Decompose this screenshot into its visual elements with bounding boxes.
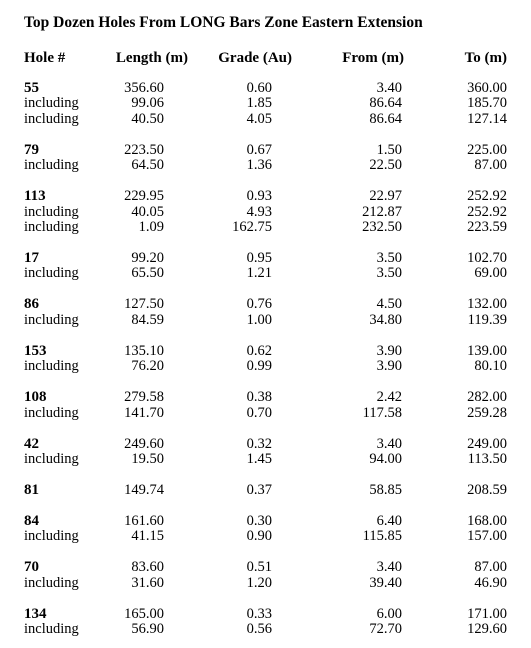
cell-grade: 1.36 bbox=[246, 157, 272, 174]
cell-to: 225.00 bbox=[467, 141, 507, 158]
cell-from: 22.50 bbox=[369, 157, 402, 174]
cell-to: 185.70 bbox=[467, 95, 507, 112]
cell-hole: including bbox=[24, 219, 79, 235]
table-row-including bbox=[0, 312, 531, 328]
cell-grade: 0.60 bbox=[246, 80, 272, 96]
table-row-including bbox=[0, 157, 531, 173]
cell-from: 22.97 bbox=[369, 188, 402, 205]
table-row bbox=[0, 250, 531, 266]
cell-from: 3.50 bbox=[376, 250, 402, 266]
cell-hole: including bbox=[24, 311, 79, 328]
cell-from: 72.70 bbox=[369, 621, 402, 638]
cell-from: 39.40 bbox=[369, 574, 402, 591]
cell-from: 58.85 bbox=[369, 482, 402, 498]
cell-length: 279.58 bbox=[124, 389, 164, 406]
table-row bbox=[0, 559, 531, 575]
cell-length: 135.10 bbox=[124, 342, 164, 359]
table-row bbox=[0, 80, 531, 96]
cell-hole: 108 bbox=[24, 389, 47, 406]
cell-grade: 1.21 bbox=[246, 265, 272, 282]
table-header bbox=[0, 50, 531, 66]
cell-length: 141.70 bbox=[124, 404, 164, 421]
cell-grade: 0.30 bbox=[246, 513, 272, 529]
table-row-including bbox=[0, 451, 531, 467]
table-row bbox=[0, 142, 531, 158]
cell-to: 252.92 bbox=[467, 203, 507, 220]
cell-from: 3.50 bbox=[376, 265, 402, 282]
cell-from: 1.50 bbox=[376, 141, 402, 158]
column-header-from: From (m) bbox=[342, 50, 404, 66]
cell-hole: including bbox=[24, 451, 79, 467]
table-row bbox=[0, 343, 531, 359]
cell-from: 4.50 bbox=[376, 296, 402, 313]
cell-to: 139.00 bbox=[467, 342, 507, 359]
cell-grade: 0.37 bbox=[246, 482, 272, 498]
cell-grade: 1.85 bbox=[246, 95, 272, 112]
cell-from: 6.00 bbox=[376, 605, 402, 622]
cell-from: 2.42 bbox=[376, 389, 402, 406]
cell-hole: including bbox=[24, 621, 79, 638]
table-row-including bbox=[0, 95, 531, 111]
cell-hole: 17 bbox=[24, 250, 39, 266]
table-row-including bbox=[0, 621, 531, 637]
cell-length: 149.74 bbox=[124, 482, 164, 498]
cell-grade: 0.95 bbox=[246, 250, 272, 266]
cell-grade: 4.93 bbox=[246, 203, 272, 220]
cell-grade: 0.99 bbox=[246, 358, 272, 375]
cell-length: 76.20 bbox=[131, 358, 164, 375]
cell-grade: 0.62 bbox=[246, 342, 272, 359]
cell-to: 87.00 bbox=[474, 559, 507, 576]
cell-length: 229.95 bbox=[124, 188, 164, 205]
cell-length: 40.05 bbox=[131, 203, 164, 220]
cell-hole: including bbox=[24, 110, 79, 127]
cell-hole: including bbox=[24, 528, 79, 545]
cell-from: 232.50 bbox=[362, 219, 402, 235]
table-row-including bbox=[0, 111, 531, 127]
cell-from: 3.90 bbox=[376, 358, 402, 375]
cell-to: 223.59 bbox=[467, 219, 507, 235]
table-row-including bbox=[0, 528, 531, 544]
page-title: Top Dozen Holes From LONG Bars Zone Eastern Extension bbox=[24, 14, 423, 31]
cell-from: 94.00 bbox=[369, 451, 402, 467]
cell-hole: 81 bbox=[24, 482, 39, 498]
cell-hole: 86 bbox=[24, 296, 39, 313]
cell-to: 249.00 bbox=[467, 435, 507, 452]
cell-grade: 162.75 bbox=[232, 219, 272, 235]
cell-length: 1.09 bbox=[138, 219, 164, 235]
cell-grade: 0.32 bbox=[246, 435, 272, 452]
cell-to: 129.60 bbox=[467, 621, 507, 638]
cell-length: 249.60 bbox=[124, 435, 164, 452]
table-row-including bbox=[0, 219, 531, 235]
cell-grade: 0.38 bbox=[246, 389, 272, 406]
cell-grade: 0.93 bbox=[246, 188, 272, 205]
cell-hole: 55 bbox=[24, 80, 39, 96]
cell-to: 168.00 bbox=[467, 513, 507, 529]
cell-grade: 0.70 bbox=[246, 404, 272, 421]
cell-hole: including bbox=[24, 203, 79, 220]
cell-grade: 0.56 bbox=[246, 621, 272, 638]
table-row bbox=[0, 389, 531, 405]
cell-grade: 1.00 bbox=[246, 311, 272, 328]
table-row bbox=[0, 436, 531, 452]
table-row-including bbox=[0, 405, 531, 421]
cell-from: 34.80 bbox=[369, 311, 402, 328]
cell-length: 356.60 bbox=[124, 80, 164, 96]
cell-length: 161.60 bbox=[124, 513, 164, 529]
cell-from: 3.40 bbox=[376, 80, 402, 96]
cell-grade: 0.90 bbox=[246, 528, 272, 545]
table-row-including bbox=[0, 204, 531, 220]
cell-to: 282.00 bbox=[467, 389, 507, 406]
cell-length: 64.50 bbox=[131, 157, 164, 174]
cell-grade: 0.67 bbox=[246, 141, 272, 158]
cell-hole: 134 bbox=[24, 605, 47, 622]
column-header-grade: Grade (Au) bbox=[218, 50, 292, 66]
cell-length: 165.00 bbox=[124, 605, 164, 622]
cell-length: 99.06 bbox=[131, 95, 164, 112]
column-header-to: To (m) bbox=[464, 50, 507, 66]
cell-to: 113.50 bbox=[467, 451, 507, 467]
cell-hole: 153 bbox=[24, 342, 47, 359]
cell-hole: 79 bbox=[24, 141, 39, 158]
table-row bbox=[0, 513, 531, 529]
cell-length: 99.20 bbox=[131, 250, 164, 266]
cell-to: 69.00 bbox=[474, 265, 507, 282]
table-row bbox=[0, 296, 531, 312]
cell-length: 84.59 bbox=[131, 311, 164, 328]
table-row bbox=[0, 606, 531, 622]
cell-hole: including bbox=[24, 95, 79, 112]
cell-to: 87.00 bbox=[474, 157, 507, 174]
cell-from: 212.87 bbox=[362, 203, 402, 220]
column-header-hole: Hole # bbox=[24, 50, 66, 66]
cell-to: 157.00 bbox=[467, 528, 507, 545]
cell-to: 171.00 bbox=[467, 605, 507, 622]
cell-from: 3.90 bbox=[376, 342, 402, 359]
table-row-including bbox=[0, 575, 531, 591]
cell-hole: 84 bbox=[24, 513, 39, 529]
cell-hole: 70 bbox=[24, 559, 39, 576]
table-row bbox=[0, 482, 531, 498]
cell-from: 117.58 bbox=[362, 404, 402, 421]
cell-length: 40.50 bbox=[131, 110, 164, 127]
cell-from: 86.64 bbox=[369, 110, 402, 127]
cell-to: 127.14 bbox=[467, 110, 507, 127]
cell-from: 115.85 bbox=[362, 528, 402, 545]
cell-hole: including bbox=[24, 574, 79, 591]
cell-hole: including bbox=[24, 404, 79, 421]
cell-hole: including bbox=[24, 265, 79, 282]
cell-grade: 1.20 bbox=[246, 574, 272, 591]
table-row-including bbox=[0, 358, 531, 374]
cell-from: 6.40 bbox=[376, 513, 402, 529]
column-header-length: Length (m) bbox=[115, 50, 188, 66]
cell-to: 119.39 bbox=[467, 311, 507, 328]
cell-to: 132.00 bbox=[467, 296, 507, 313]
cell-to: 360.00 bbox=[467, 80, 507, 96]
cell-to: 80.10 bbox=[474, 358, 507, 375]
cell-from: 86.64 bbox=[369, 95, 402, 112]
cell-to: 46.90 bbox=[474, 574, 507, 591]
cell-length: 223.50 bbox=[124, 141, 164, 158]
cell-grade: 0.76 bbox=[246, 296, 272, 313]
cell-length: 19.50 bbox=[131, 451, 164, 467]
cell-hole: including bbox=[24, 157, 79, 174]
cell-length: 31.60 bbox=[131, 574, 164, 591]
cell-from: 3.40 bbox=[376, 435, 402, 452]
cell-to: 259.28 bbox=[467, 404, 507, 421]
cell-to: 102.70 bbox=[467, 250, 507, 266]
cell-grade: 0.51 bbox=[246, 559, 272, 576]
cell-grade: 4.05 bbox=[246, 110, 272, 127]
table-row bbox=[0, 188, 531, 204]
cell-hole: 42 bbox=[24, 435, 39, 452]
cell-grade: 0.33 bbox=[246, 605, 272, 622]
cell-hole: 113 bbox=[24, 188, 46, 205]
cell-length: 83.60 bbox=[131, 559, 164, 576]
cell-length: 41.15 bbox=[131, 528, 164, 545]
cell-to: 252.92 bbox=[467, 188, 507, 205]
cell-length: 56.90 bbox=[131, 621, 164, 638]
table-row-including bbox=[0, 265, 531, 281]
cell-grade: 1.45 bbox=[246, 451, 272, 467]
cell-length: 127.50 bbox=[124, 296, 164, 313]
cell-hole: including bbox=[24, 358, 79, 375]
cell-from: 3.40 bbox=[376, 559, 402, 576]
cell-length: 65.50 bbox=[131, 265, 164, 282]
cell-to: 208.59 bbox=[467, 482, 507, 498]
